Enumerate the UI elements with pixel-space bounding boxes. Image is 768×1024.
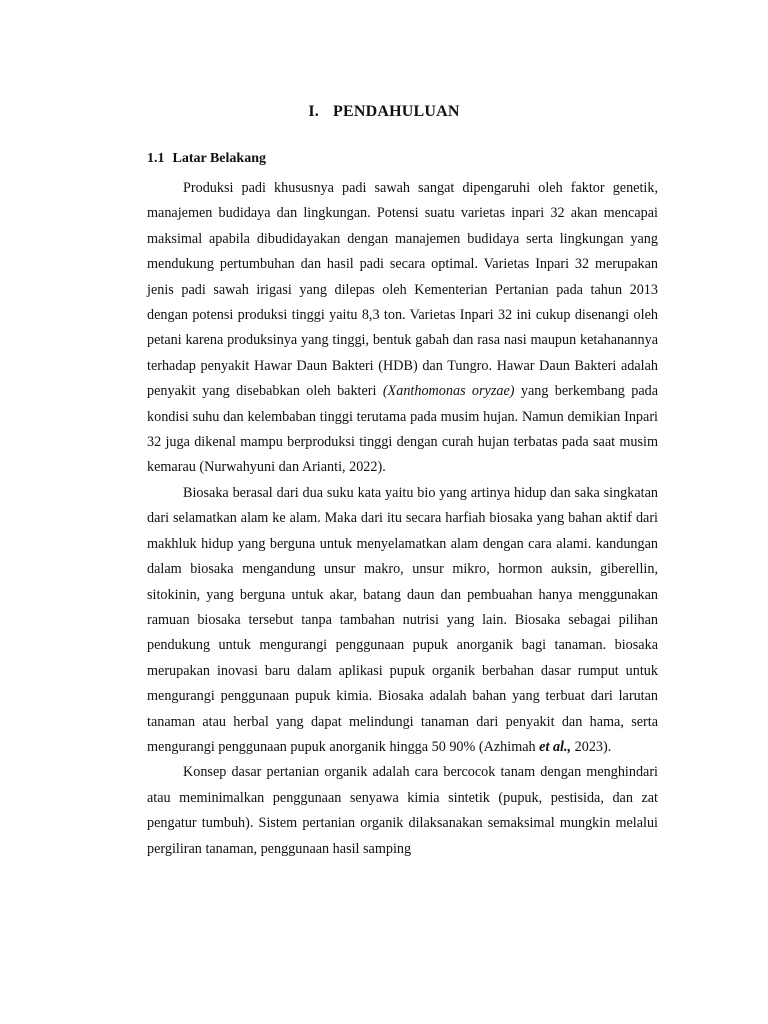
paragraph-text: yang berkembang pada kondisi suhu dan kelembaban tinggi terutama pada musim hujan. Namun demikian Inpari 32 juga dikenal mampu berproduksi tinggi dengan curah hujan terbatas pada saat musim kemarau (Nurwahyuni dan Arianti, 2022).: [147, 383, 659, 476]
citation-et-al: et al.,: [539, 738, 572, 755]
species-name-italic: (Xanthomonas oryzae): [382, 383, 515, 400]
paragraph-biosaka: [147, 481, 658, 760]
chapter-number: I.: [308, 103, 319, 120]
paragraph-produksi-padi: [147, 176, 658, 481]
paragraph-text: 2023).: [574, 738, 612, 755]
paragraph-text: Biosaka berasal dari dua suku kata yaitu bio yang artinya hidup dan saka singkatan dari selamatkan alam ke alam. Maka dari itu secara harfiah biosaka yang bahan aktif dari makhluk hidup yang berguna untuk menyelamatkan alam dengan cara alami. kandungan dalam biosaka mengandung unsur makro, unsur mikro, hormon auksin, giberellin, sitokinin, yang berguna untuk akar, batang daun dan pembuahan hanya menggunakan ramuan biosaka tersebut tanpa tambahan nutrisi yang lain. Biosaka sebagai pilihan pendukung untuk mengurangi penggunaan pupuk anorganik bagi tanaman. biosaka merupakan inovasi baru dalam aplikasi pupuk organik berbahan dasar rumput untuk mengurangi penggunaan pupuk kimia. Biosaka adalah bahan yang terbuat dari larutan tanaman atau herbal yang dapat melindungi tanaman dari penyakit dan hama, serta mengurangi penggunaan pupuk anorganik hingga 50 90% (Azhimah: [147, 484, 658, 755]
paragraph-text: Produksi padi khususnya padi sawah sangat dipengaruhi oleh faktor genetik, manajemen budidaya dan lingkungan. Potensi suatu varietas inpari 32 akan mencapai maksimal apabila dibudidayakan dengan manajemen budidaya serta lingkungan yang mendukung pertumbuhan dan hasil padi secara optimal. Varietas Inpari 32 merupakan jenis padi sawah irigasi yang dilepas oleh Kementerian Pertanian pada tahun 2013 dengan potensi produksi tinggi yaitu 8,3 ton. Varietas Inpari 32 ini cukup disenangi oleh petani karena produksinya yang tinggi, bentuk gabah dan rasa nasi maupun ketahanannya terhadap penyakit Hawar Daun Bakteri (HDB) dan Tungro. Hawar Daun Bakteri adalah penyakit yang disebabkan oleh bakteri: [147, 180, 658, 400]
body-text: [147, 176, 658, 862]
chapter-title: [0, 103, 768, 121]
section-number: 1.1: [147, 151, 165, 166]
chapter-title-text: PENDAHULUAN: [332, 103, 460, 120]
section-heading: [147, 151, 266, 167]
paragraph-text: Konsep dasar pertanian organik adalah cara bercocok tanam dengan menghindari atau meminimalkan penggunaan senyawa kimia sintetik (pupuk, pestisida, dan zat pengatur tumbuh). Sistem pertanian organik dilaksanakan semaksimal mungkin melalui pergiliran tanaman, penggunaan hasil samping: [147, 764, 658, 857]
paragraph-pertanian-organik: [147, 760, 658, 862]
section-title-text: Latar Belakang: [172, 151, 266, 166]
